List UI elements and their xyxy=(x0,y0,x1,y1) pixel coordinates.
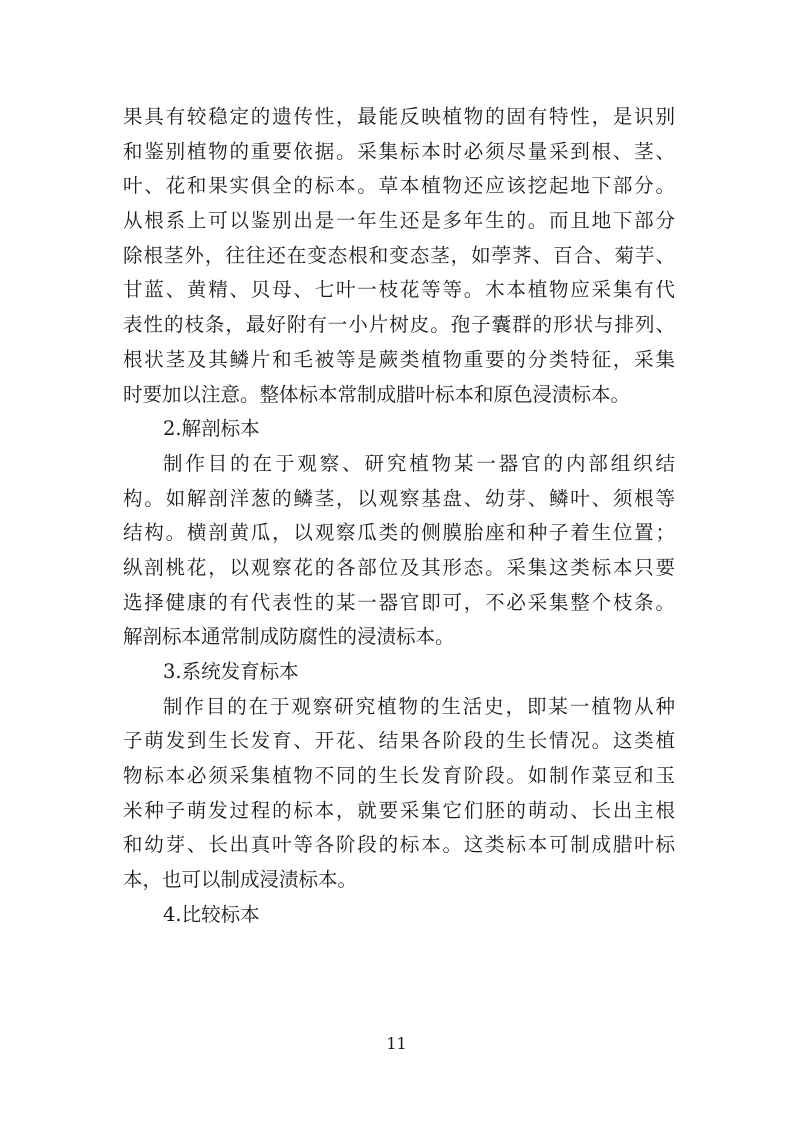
section-heading-comparison: 4.比较标本 xyxy=(163,902,260,926)
section-heading-dissection: 2.解剖标本 xyxy=(163,417,260,441)
text-line: 子萌发到生长发育、开花、结果各阶段的生长情况。这类植 xyxy=(123,729,675,753)
text-line: 表性的枝条，最好附有一小片树皮。孢子囊群的形状与排列、 xyxy=(123,313,675,337)
text-line: 选择健康的有代表性的某一器官即可，不必采集整个枝条。 xyxy=(123,590,675,614)
text-line: 根状茎及其鳞片和毛被等是蕨类植物重要的分类特征，采集 xyxy=(123,347,675,371)
text-line: 纵剖桃花，以观察花的各部位及其形态。采集这类标本只要 xyxy=(123,555,675,579)
text-line: 米种子萌发过程的标本，就要采集它们胚的萌动、长出主根 xyxy=(123,798,675,822)
text-line: 物标本必须采集植物不同的生长发育阶段。如制作菜豆和玉 xyxy=(123,764,675,788)
text-line: 叶、花和果实俱全的标本。草本植物还应该挖起地下部分。 xyxy=(123,174,675,198)
text-line: 解剖标本通常制成防腐性的浸渍标本。 xyxy=(123,625,455,649)
text-line: 本，也可以制成浸渍标本。 xyxy=(123,868,358,892)
section-heading-development: 3.系统发育标本 xyxy=(163,660,299,683)
paragraph-first-line: 制作目的在于观察研究植物的生活史，即某一植物从种 xyxy=(163,694,675,718)
text-line: 时要加以注意。整体标本常制成腊叶标本和原色浸渍标本。 xyxy=(123,382,631,406)
body-text xyxy=(123,100,675,933)
text-line: 和鉴别植物的重要依据。采集标本时必须尽量采到根、茎、 xyxy=(123,139,675,163)
text-line: 除根茎外，往往还在变态根和变态茎，如荸荠、百合、菊芋、 xyxy=(123,243,675,267)
text-line: 结构。横剖黄瓜，以观察瓜类的侧膜胎座和种子着生位置； xyxy=(123,521,675,545)
text-line: 甘蓝、黄精、贝母、七叶一枝花等等。木本植物应采集有代 xyxy=(123,278,675,302)
text-line: 从根系上可以鉴别出是一年生还是多年生的。而且地下部分 xyxy=(123,209,675,233)
page-number: 11 xyxy=(386,1034,407,1053)
paragraph-first-line: 制作目的在于观察、研究植物某一器官的内部组织结 xyxy=(163,451,675,475)
text-line: 果具有较稳定的遗传性，最能反映植物的固有特性，是识别 xyxy=(123,105,675,128)
text-line: 构。如解剖洋葱的鳞茎，以观察基盘、幼芽、鳞叶、须根等 xyxy=(123,486,675,510)
text-line: 和幼芽、长出真叶等各阶段的标本。这类标本可制成腊叶标 xyxy=(123,833,675,857)
